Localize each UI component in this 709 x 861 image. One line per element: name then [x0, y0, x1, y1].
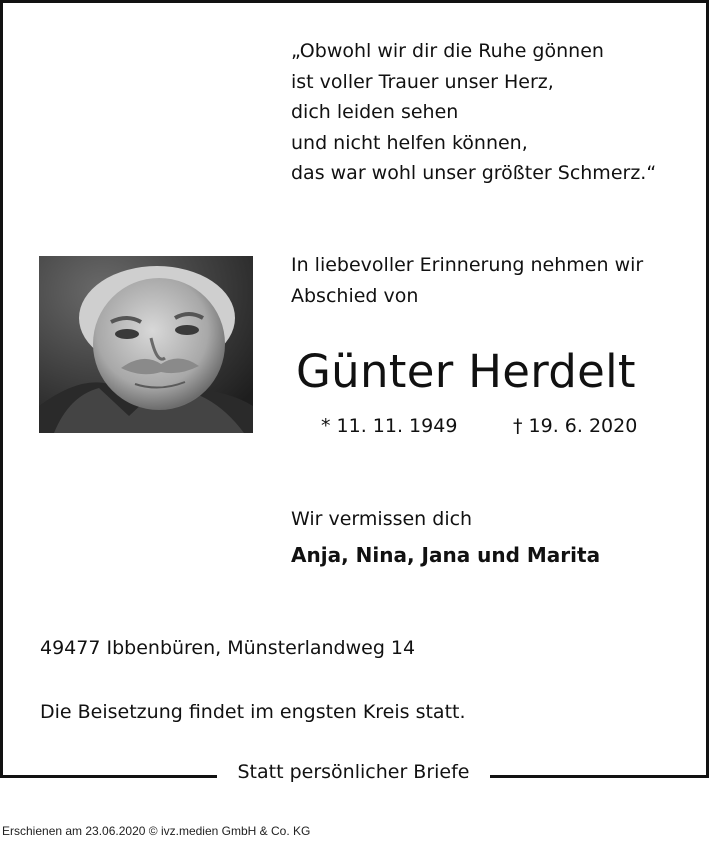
poem-line: ist voller Trauer unser Herz,: [291, 70, 554, 93]
poem: [291, 36, 656, 189]
portrait-photo: [39, 256, 253, 433]
funeral-note: Die Beisetzung findet im engsten Kreis statt.: [40, 701, 466, 723]
mourners-intro: Wir vermissen dich: [291, 508, 473, 530]
frame-bottom-left: [0, 775, 217, 778]
poem-line: das war wohl unser größter Schmerz.“: [291, 162, 657, 184]
portrait-image: [39, 256, 253, 433]
poem-line: dich leiden sehen: [291, 101, 459, 123]
birth-date: * 11. 11. 1949: [321, 415, 458, 437]
address: 49477 Ibbenbüren, Münsterlandweg 14: [40, 637, 416, 659]
publication-credit: Erschienen am 23.06.2020 © ivz.medien GmbH & Co. KG: [2, 824, 311, 838]
intro-line: In liebevoller Erinnerung nehmen wir: [291, 254, 644, 276]
footer-note: Statt persönlicher Briefe: [217, 758, 490, 786]
mourners-names: Anja, Nina, Jana und Marita: [291, 543, 601, 567]
poem-line: und nicht helfen können,: [291, 131, 528, 154]
poem-line: „Obwohl wir dir die Ruhe gönnen: [291, 40, 604, 62]
frame-bottom-right: [490, 775, 709, 778]
intro-text: [291, 250, 643, 311]
intro-line: Abschied von: [291, 284, 419, 307]
death-date: † 19. 6. 2020: [513, 415, 638, 437]
deceased-name: Günter Herdelt: [296, 345, 636, 398]
